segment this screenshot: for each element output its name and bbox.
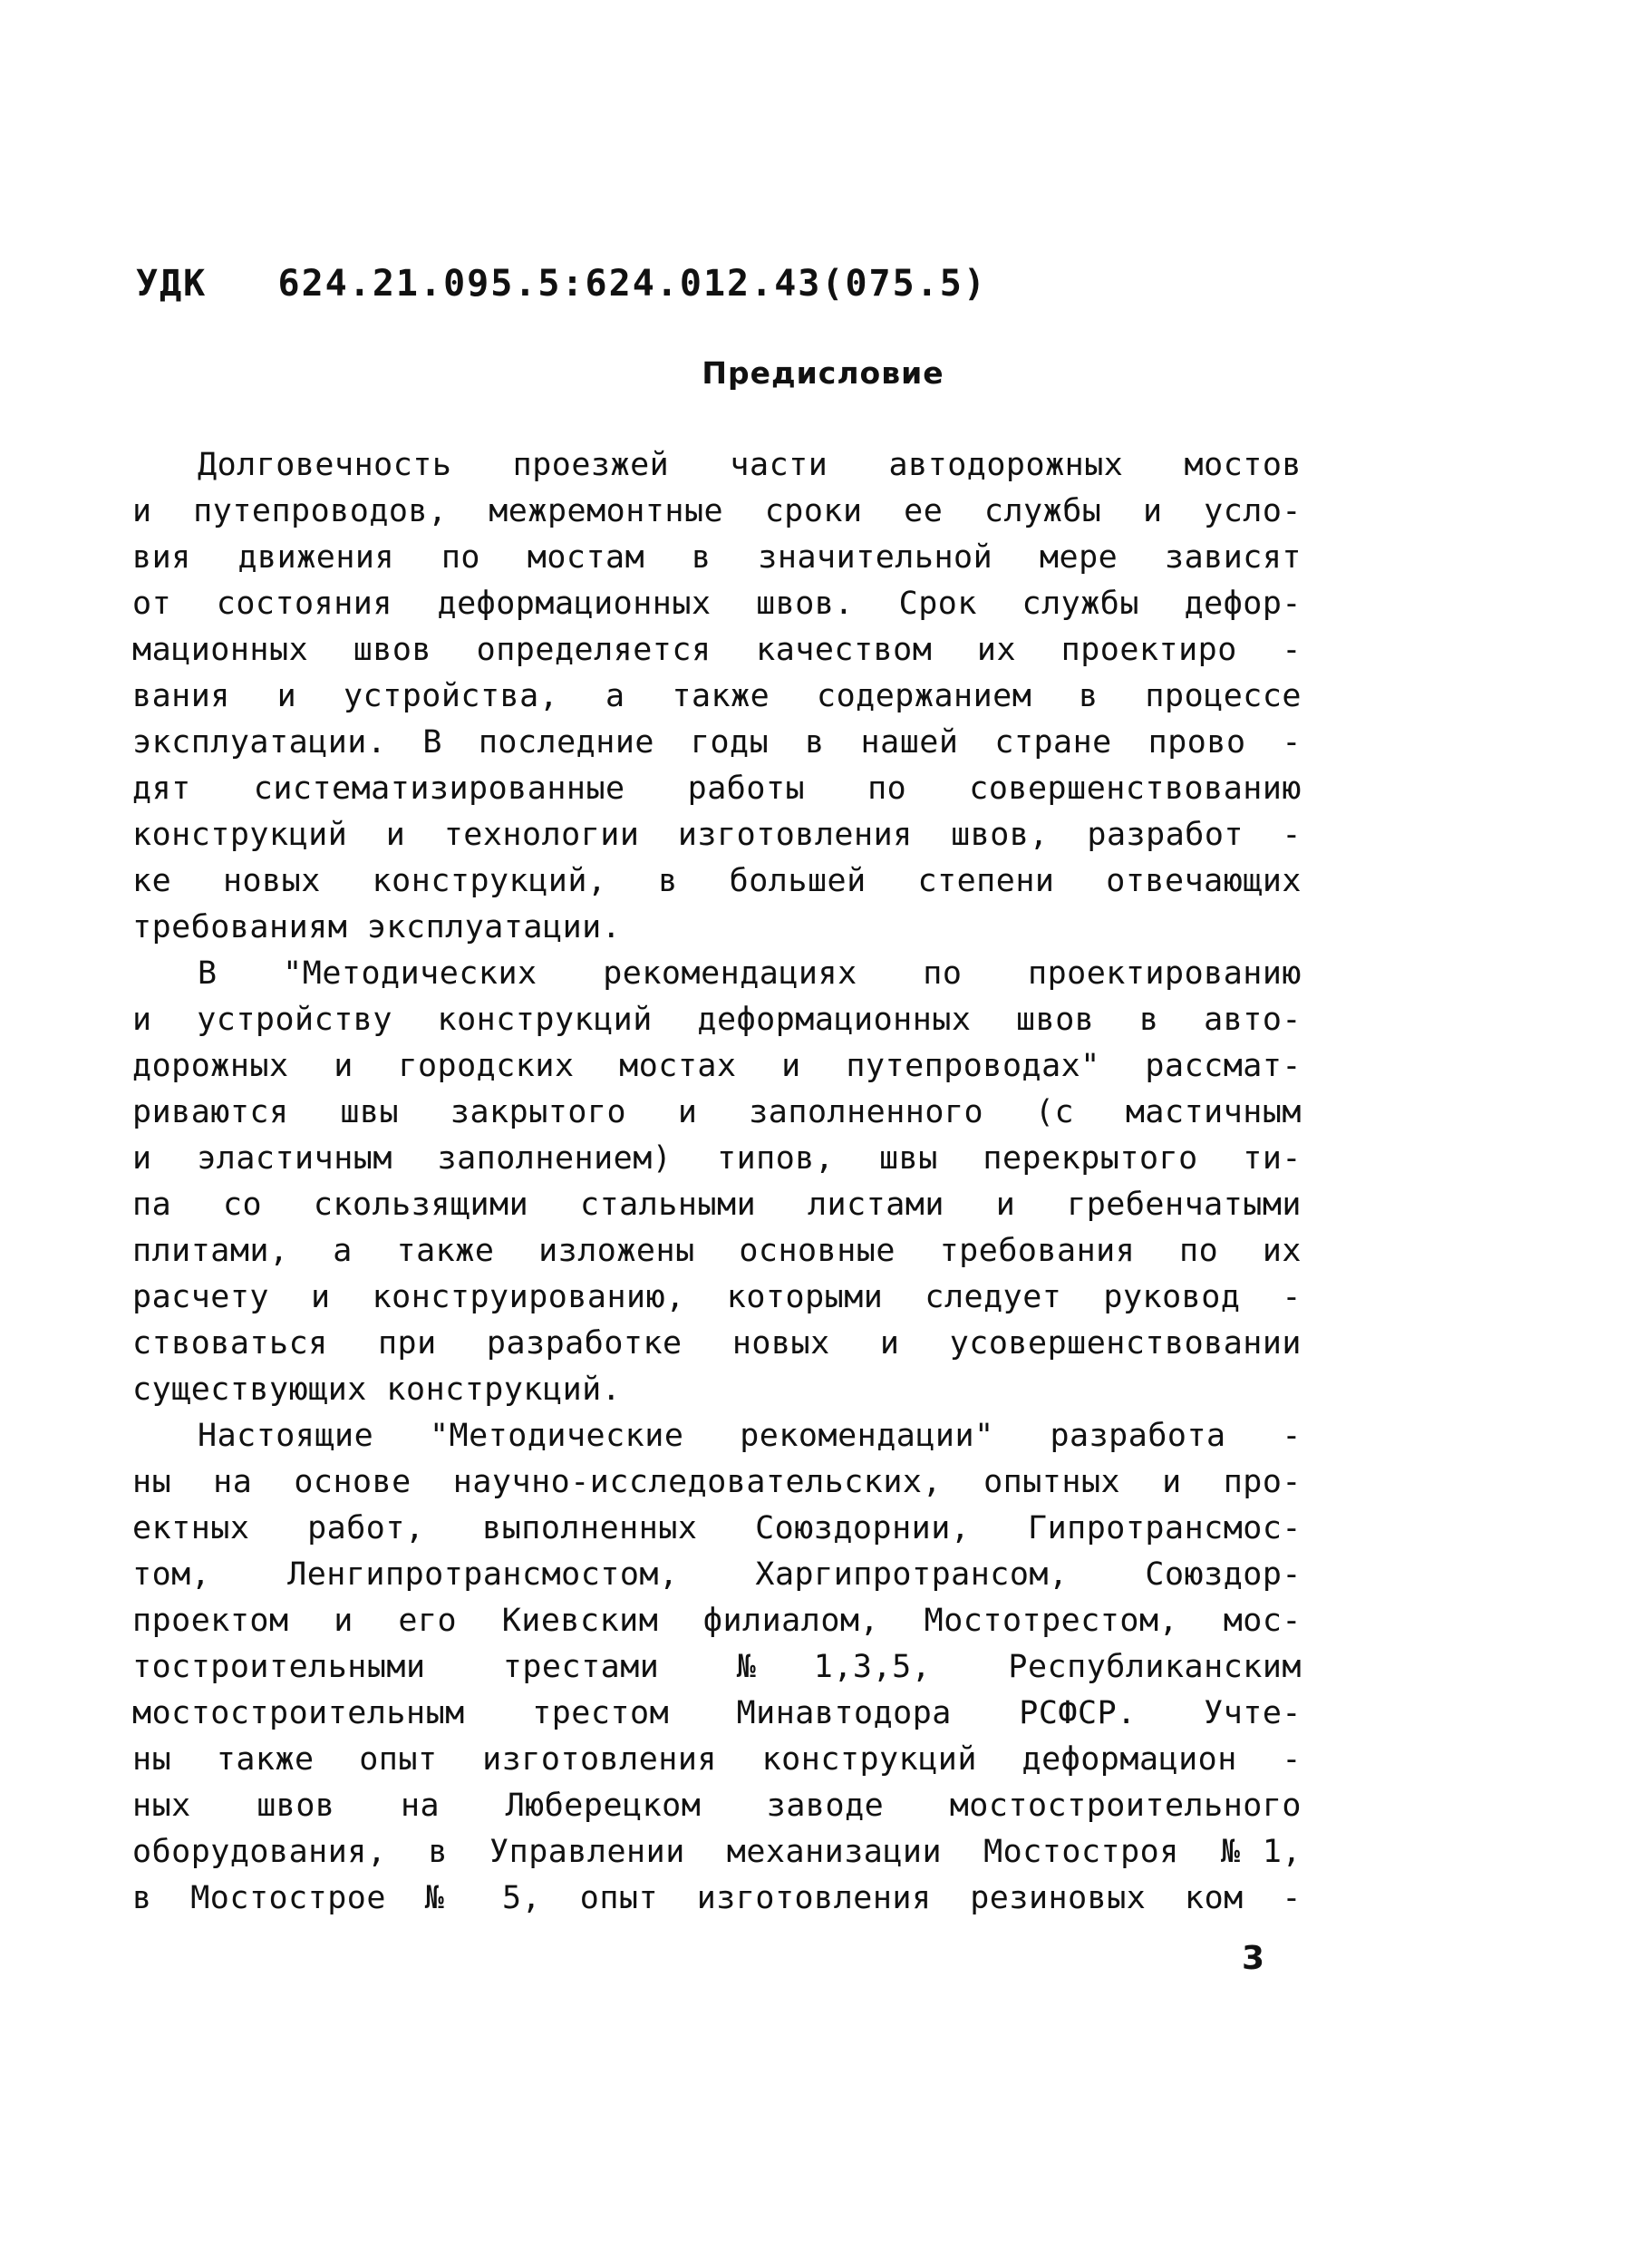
text-line: ных швов на Люберецком заводе мостостроительного [132,1788,1302,1824]
text-line: существующих конструкций. [132,1371,622,1408]
text-line: плитами, а также изложены основные требования по их [132,1233,1302,1269]
text-line: Долговечность проезжей части автодорожных мостов [198,447,1302,483]
text-line: расчету и конструированию, которыми следует руковод - [132,1279,1302,1315]
udk-code: УДК 624.21.095.5:624.012.43(075.5) [136,263,987,305]
text-line: проектом и его Киевским филиалом, Мостотрестом, мос- [132,1603,1302,1639]
text-line: ны также опыт изготовления конструкций деформацион - [132,1741,1302,1778]
text-line: мационных швов определяется качеством их проектиро - [132,632,1302,668]
text-line: вания и устройства, а также содержанием в процессе [132,678,1302,714]
text-line: конструкций и технологии изготовления швов, разработ - [132,817,1302,853]
text-line: вия движения по мостам в значительной мере зависят [132,539,1302,576]
text-line: от состояния деформационных швов. Срок службы дефор- [132,586,1302,622]
text-line: тостроительными трестами №1,3,5, Республиканским [132,1649,1302,1685]
text-line: том, Ленгипротрансмостом, Харгипротрансом, Союздор- [132,1556,1302,1593]
text-line: дят систематизированные работы по совершенствованию [132,771,1302,807]
text-line: требованиям эксплуатации. [132,909,622,945]
text-line: ствоваться при разработке новых и усовершенствовании [132,1325,1302,1362]
text-line: эксплуатации. В последние годы в нашей стране прово - [132,724,1302,761]
page-number: 3 [1242,1940,1265,1977]
text-line: и путепроводов, межремонтные сроки ее службы и усло- [132,493,1302,529]
text-line: риваются швы закрытого и заполненного (с мастичным [132,1094,1302,1130]
text-line: ке новых конструкций, в большей степени отвечающих [132,863,1302,899]
text-line: мостостроительным трестом Минавтодора РСФСР. Учте- [132,1695,1302,1731]
section-heading: Предисловие [702,355,944,391]
text-line: оборудования, в Управлении механизации Мостостроя №1, [132,1834,1302,1870]
text-line: В "Методических рекомендациях по проектированию [198,955,1302,992]
text-line: ектных работ, выполненных Союздорнии, Гипротрансмос- [132,1510,1302,1546]
text-line: Настоящие "Методические рекомендации" разработа - [198,1418,1302,1454]
body-text [132,442,1302,1922]
text-line: в Мостострое № 5, опыт изготовления резиновых ком - [132,1880,1302,1916]
text-line: па со скользящими стальными листами и гребенчатыми [132,1187,1302,1223]
text-line: дорожных и городских мостах и путепроводах" рассмат- [132,1048,1302,1084]
text-line: и устройству конструкций деформационных швов в авто- [132,1002,1302,1038]
text-line: ны на основе научно-исследовательских, опытных и про- [132,1464,1302,1500]
text-line: и эластичным заполнением) типов, швы перекрытого ти- [132,1140,1302,1177]
